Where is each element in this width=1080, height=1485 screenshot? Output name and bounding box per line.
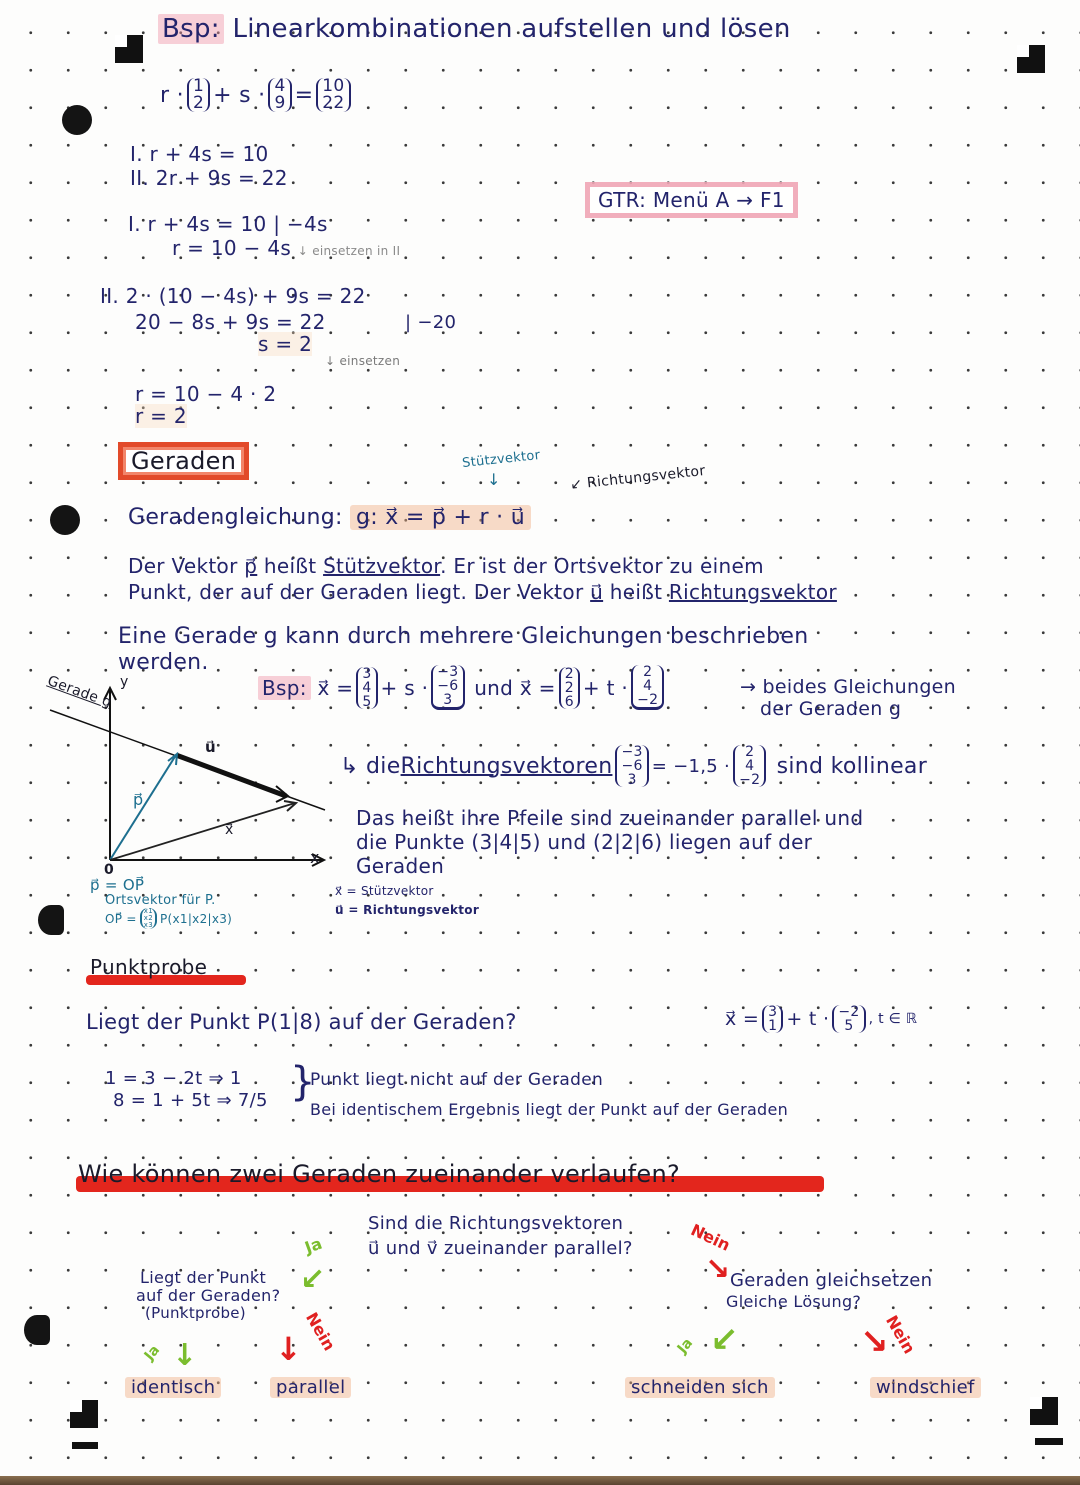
y-axis-label: y bbox=[120, 674, 129, 690]
multi-equation-line-2: werden. bbox=[118, 650, 209, 675]
outcome-schneiden-sich: schneiden sich bbox=[625, 1377, 775, 1398]
punktprobe-result: Punkt liegt nicht auf der Geraden bbox=[310, 1070, 604, 1090]
punktprobe-rule: Bei identischem Ergebnis liegt der Punkt auf der Geraden bbox=[310, 1100, 789, 1119]
corner-marker-bottom-right bbox=[1030, 1397, 1058, 1425]
origin-label: 0 bbox=[104, 862, 115, 878]
corner-marker-bottom-left bbox=[70, 1400, 98, 1428]
x-axis-label: x bbox=[310, 848, 320, 867]
punktprobe-eq2: 8 = 1 + 5t ⇒ 7/5 bbox=[113, 1090, 268, 1111]
step-1: I. r + 4s = 10 | −4s bbox=[128, 212, 328, 236]
ja-arrow-left: ↓ bbox=[172, 1338, 198, 1373]
left-question-2: auf der Geraden? bbox=[136, 1286, 281, 1305]
definition-line-1: Der Vektor p⃗ heißt Stützvektor. Er ist der Ortsvektor zu einem bbox=[128, 554, 764, 578]
geradengleichung-label: Geradengleichung: bbox=[128, 505, 343, 530]
example-vector-support-2: 2 2 6 bbox=[559, 667, 580, 709]
geradengleichung-formula: g: x⃗ = p⃗ + r · u⃗ bbox=[350, 505, 531, 530]
ja-label-top: Ja bbox=[302, 1233, 325, 1258]
legend-richtungsvektor: u⃗ = Richtungsvektor bbox=[335, 903, 480, 917]
page-bottom-edge bbox=[0, 1476, 1080, 1485]
ja-label-left: Ja bbox=[141, 1342, 164, 1364]
stuetzvektor-annotation: Stützvektor bbox=[461, 447, 542, 472]
example-result-2: der Geraden g bbox=[760, 698, 902, 720]
diagram-note-3: OP⃗ = x1 x2 x3 P(x1|x2|x3) bbox=[105, 907, 233, 929]
gtr-note: GTR: Menü A → F1 bbox=[585, 182, 798, 218]
p-vector-label: p⃗ bbox=[133, 790, 144, 809]
vector-1: 1 2 bbox=[187, 78, 210, 112]
ja-label-right: Ja bbox=[674, 1335, 697, 1357]
step-5: s = 2 bbox=[258, 332, 313, 356]
heading-title: Linearkombinationen aufstellen und lösen bbox=[232, 14, 791, 44]
geradengleichung-line bbox=[128, 505, 531, 530]
flow-question-2: u⃗ und v⃗ zueinander parallel? bbox=[368, 1238, 633, 1259]
equation-II: II. 2r + 9s = 22 bbox=[130, 166, 288, 190]
corner-marker-bar-bottom-right bbox=[1035, 1438, 1063, 1445]
punch-hole bbox=[38, 905, 64, 935]
nein-arrow-top: ↘ bbox=[705, 1252, 731, 1287]
punktprobe-eq1: 1 = 3 − 2t ⇒ 1 bbox=[105, 1068, 242, 1089]
punktprobe-question: Liegt der Punkt P(1|8) auf der Geraden? bbox=[86, 1010, 517, 1034]
vector-2: 4 9 bbox=[268, 78, 291, 112]
right-question-2: Gleiche Lösung? bbox=[726, 1292, 862, 1311]
parallel-explanation-3: Geraden bbox=[356, 854, 445, 878]
term-stuetzvektor: Stützvektor bbox=[323, 554, 441, 578]
step-2-note: ↓ einsetzen in II bbox=[297, 244, 401, 258]
step-3: II. 2 · (10 − 4s) + 9s = 22 bbox=[100, 284, 366, 308]
term-richtungsvektoren: Richtungsvektoren bbox=[400, 753, 613, 779]
vector-result: 10 22 bbox=[316, 78, 350, 112]
section-heading-punktprobe: Punktprobe bbox=[90, 955, 208, 979]
corner-marker-bar-bottom-left bbox=[72, 1442, 98, 1449]
nein-label-left: Nein bbox=[302, 1308, 340, 1355]
left-question-3: (Punktprobe) bbox=[145, 1304, 246, 1322]
left-question-1: Liegt der Punkt bbox=[140, 1268, 267, 1287]
outcome-parallel: parallel bbox=[270, 1377, 351, 1398]
nein-arrow-right: ↘ bbox=[860, 1322, 889, 1362]
step-4: 20 − 8s + 9s = 22 bbox=[135, 310, 326, 334]
kollinear-vector-1: −3 −6 3 bbox=[615, 745, 648, 787]
stuetz-down-arrow: ↓ bbox=[487, 470, 501, 489]
u-vector-label: u⃗ bbox=[205, 738, 216, 756]
step-7: r = 2 bbox=[135, 404, 187, 428]
step-6: r = 10 − 4 · 2 bbox=[135, 382, 277, 406]
kollinear-vector-2: 2 4 −2 bbox=[733, 745, 766, 787]
diagram-note-2: Ortsvektor für P. bbox=[105, 893, 216, 908]
lincomb-equation bbox=[160, 78, 354, 112]
parallel-explanation-2: die Punkte (3|4|5) und (2|2|6) liegen auf der bbox=[356, 830, 813, 854]
example-vector-direction-2: 2 4 −2 bbox=[631, 665, 664, 710]
punch-hole bbox=[50, 505, 80, 535]
section-heading-geraden: Geraden bbox=[118, 442, 249, 480]
flow-question-1: Sind die Richtungsvektoren bbox=[368, 1213, 624, 1234]
equation-I: I. r + 4s = 10 bbox=[130, 142, 269, 166]
x-vector-label: x⃗ bbox=[225, 822, 234, 838]
legend-stuetzvektor: x⃗ = Stützvektor bbox=[335, 884, 434, 898]
ja-arrow-top: ↙ bbox=[300, 1262, 326, 1297]
richtungsvektor-annotation: ↙ Richtungsvektor bbox=[569, 462, 707, 494]
term-richtungsvektor: Richtungsvektor bbox=[668, 580, 837, 604]
outcome-identisch: identisch bbox=[125, 1377, 221, 1398]
example-result-1: → beides Gleichungen bbox=[740, 676, 957, 698]
punktprobe-line-equation: x⃗ = 3 1 + t · −2 5 , t ∈ ℝ bbox=[725, 1004, 918, 1034]
nein-label-top: Nein bbox=[687, 1220, 734, 1255]
example-vector-direction-1: −3 −6 3 bbox=[431, 665, 464, 710]
brace: } bbox=[290, 1059, 316, 1105]
ja-arrow-right: ↙ bbox=[710, 1320, 739, 1360]
equals-sign: = bbox=[294, 82, 314, 108]
multi-equation-line-1: Eine Gerade g kann durch mehrere Gleichungen beschrieben bbox=[118, 624, 809, 649]
outcome-windschief: windschief bbox=[870, 1377, 981, 1398]
step-4-note: | −20 bbox=[405, 312, 457, 333]
definition-line-2: Punkt, der auf der Geraden liegt. Der Vektor u⃗ heißt Richtungsvektor bbox=[128, 580, 837, 604]
punch-hole bbox=[62, 105, 92, 135]
bsp-label: Bsp: bbox=[158, 14, 224, 44]
right-question-1: Geraden gleichsetzen bbox=[730, 1270, 933, 1291]
corner-marker-top-left bbox=[115, 35, 143, 63]
step-2: r = 10 − 4s ↓ einsetzen in II bbox=[172, 236, 401, 260]
corner-marker-top-right bbox=[1017, 45, 1045, 73]
coef-s: + s · bbox=[213, 82, 266, 108]
diagram-note-1: p⃗ = OP⃗ bbox=[90, 876, 145, 894]
example-vector-support-1: 3 4 5 bbox=[356, 667, 377, 709]
punch-hole bbox=[24, 1315, 50, 1345]
coef-r: r · bbox=[160, 82, 184, 108]
example-equations: Bsp: x⃗ = 3 4 5 + s · −3 −6 3 und x⃗ = 2 2 6 + t · 2 4 −2 bbox=[258, 665, 667, 710]
bsp-label-2: Bsp: bbox=[258, 676, 311, 700]
step-5-note: ↓ einsetzen bbox=[325, 354, 401, 368]
nein-label-right: Nein bbox=[882, 1311, 920, 1358]
kollinear-line: ↳ die Richtungsvektoren −3 −6 3 = −1,5 · 2 4 −2 sind kollinear bbox=[340, 744, 928, 788]
gerade-label: Gerade g bbox=[45, 673, 114, 711]
page-heading bbox=[158, 14, 791, 44]
section-heading-lagebeziehung: Wie können zwei Geraden zueinander verlaufen? bbox=[78, 1160, 681, 1188]
nein-arrow-left: ↓ bbox=[275, 1330, 302, 1368]
parallel-explanation-1: Das heißt ihre Pfeile sind zueinander parallel und bbox=[356, 806, 864, 830]
